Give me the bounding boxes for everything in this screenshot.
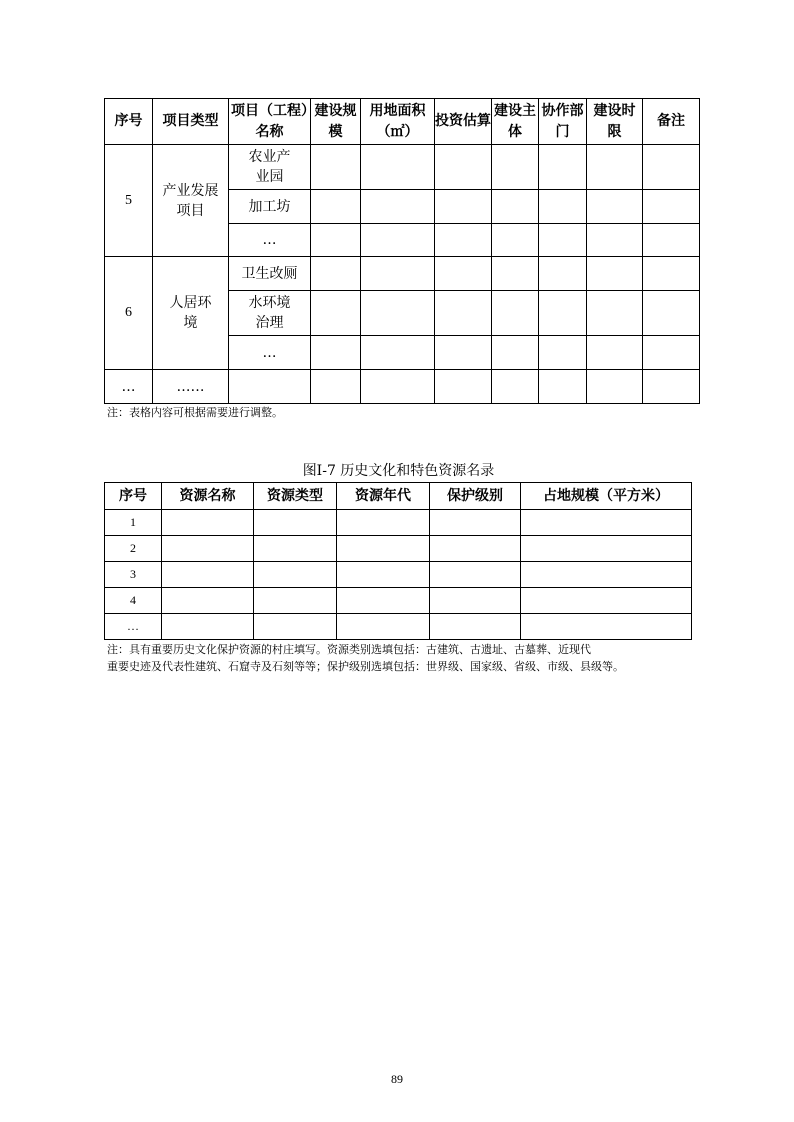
table-row xyxy=(105,370,700,404)
col-header: 建设主体 xyxy=(492,99,539,145)
col-header: 保护级别 xyxy=(430,483,521,510)
group-number: 6 xyxy=(105,257,153,370)
table-row xyxy=(105,145,700,190)
col-header: 用地面积（㎡） xyxy=(361,99,435,145)
col-header: 建设时限 xyxy=(587,99,643,145)
table-row xyxy=(105,257,700,291)
group-type: 产业发展项目 xyxy=(153,145,229,257)
row-number: 3 xyxy=(105,562,162,588)
table-caption: 图I-7 历史文化和特色资源名录 xyxy=(302,463,495,479)
table-header-row xyxy=(105,483,692,510)
col-header: 建设规模 xyxy=(311,99,361,145)
page-number: 89 xyxy=(391,1072,403,1086)
heritage-table xyxy=(104,482,692,640)
row-number: … xyxy=(105,614,162,640)
row-number: 4 xyxy=(105,588,162,614)
project-name: 农业产业园 xyxy=(229,145,311,190)
table-note: 注：表格内容可根据需要进行调整。 xyxy=(107,406,283,419)
table-row xyxy=(105,562,692,588)
col-header: 项目类型 xyxy=(153,99,229,145)
project-name: 加工坊 xyxy=(229,190,311,224)
col-header: 项目（工程）名称 xyxy=(229,99,311,145)
col-header: 资源名称 xyxy=(162,483,254,510)
col-header: 占地规模（平方米） xyxy=(521,483,692,510)
row-number: 1 xyxy=(105,510,162,536)
row-type: …… xyxy=(153,370,229,404)
table-header-row xyxy=(105,99,700,145)
project-name: … xyxy=(229,224,311,257)
project-table xyxy=(104,98,700,404)
col-header: 序号 xyxy=(105,99,153,145)
col-header: 资源类型 xyxy=(254,483,337,510)
table-note xyxy=(107,641,624,675)
col-header: 序号 xyxy=(105,483,162,510)
col-header: 协作部门 xyxy=(539,99,587,145)
col-header: 投资估算 xyxy=(435,99,492,145)
group-number: 5 xyxy=(105,145,153,257)
project-name: … xyxy=(229,336,311,370)
table-row xyxy=(105,510,692,536)
table-row xyxy=(105,588,692,614)
table-row xyxy=(105,614,692,640)
project-name: 水环境治理 xyxy=(229,291,311,336)
row-number: … xyxy=(105,370,153,404)
group-type: 人居环境 xyxy=(153,257,229,370)
row-number: 2 xyxy=(105,536,162,562)
note-line: 重要史迹及代表性建筑、石窟寺及石刻等等；保护级别选填包括：世界级、国家级、省级、市级、县级等。 xyxy=(107,660,624,673)
note-line: 注：具有重要历史文化保护资源的村庄填写。资源类别选填包括：古建筑、古遗址、古墓葬、近现代 xyxy=(107,643,591,656)
col-header: 资源年代 xyxy=(337,483,430,510)
table-row xyxy=(105,536,692,562)
col-header: 备注 xyxy=(643,99,700,145)
project-name: 卫生改厕 xyxy=(229,257,311,291)
